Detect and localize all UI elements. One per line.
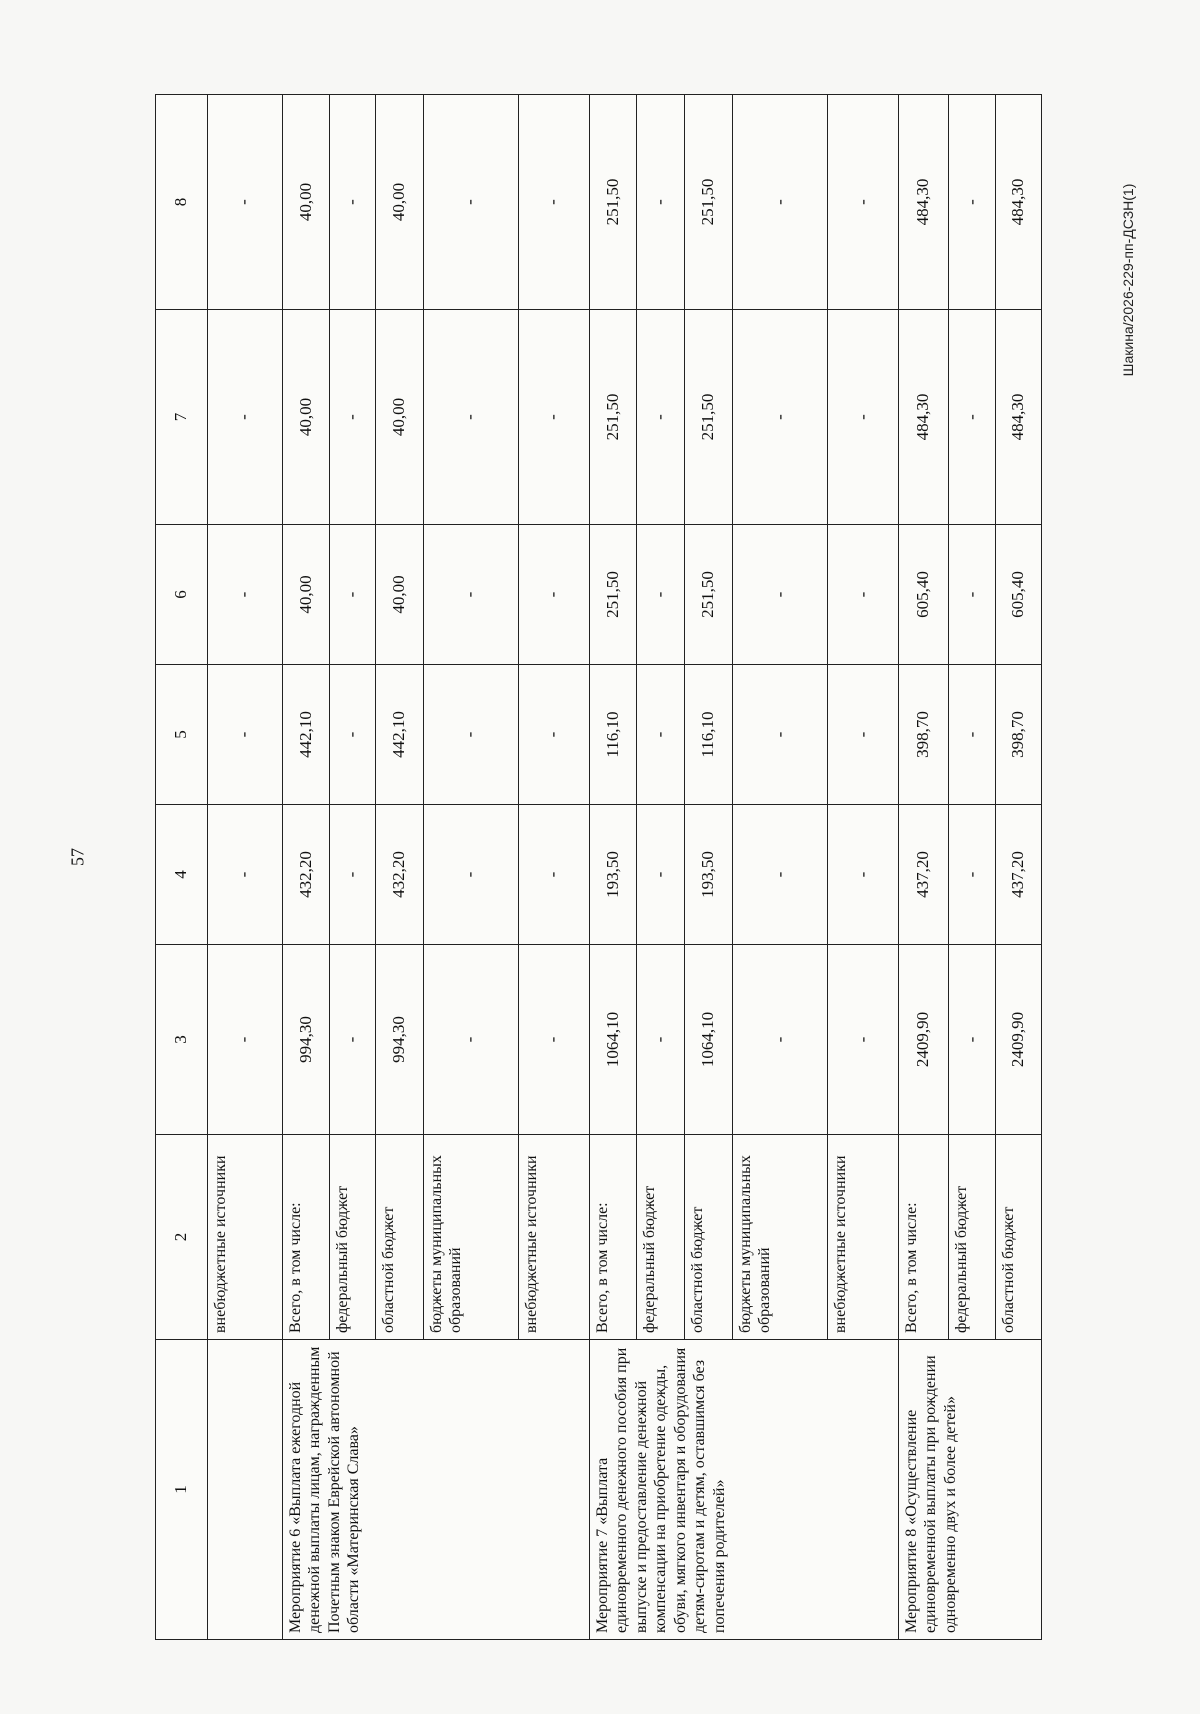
table-cell: - — [423, 95, 518, 310]
table-cell: - — [637, 945, 685, 1135]
table-cell: 484,30 — [898, 310, 948, 525]
table-cell: - — [732, 805, 827, 945]
table-row — [282, 95, 330, 1640]
table-cell: 251,50 — [685, 525, 733, 665]
table-cell: - — [519, 95, 590, 310]
table-cell: 40,00 — [282, 525, 330, 665]
table-cell: 994,30 — [375, 945, 423, 1135]
table-cell: 432,20 — [375, 805, 423, 945]
table-cell: 40,00 — [282, 95, 330, 310]
table-cell: - — [948, 805, 996, 945]
source-label: Всего, в том числе: — [282, 1135, 330, 1340]
measure-6-title: Мероприятие 6 «Выплата ежегодной денежной выплаты лицам, награжденным Почетным знаком Еврейской автономной области «Материнская Слава» — [282, 1340, 589, 1640]
table-cell: - — [207, 665, 282, 805]
table-cell: 251,50 — [589, 525, 637, 665]
rotated-table-container — [155, 95, 1042, 1640]
table-cell: 2409,90 — [996, 945, 1042, 1135]
source-label: областной бюджет — [996, 1135, 1042, 1340]
table-cell: - — [732, 945, 827, 1135]
table-cell: - — [828, 525, 899, 665]
table-cell: - — [207, 805, 282, 945]
source-label: бюджеты муниципальных образований — [423, 1135, 518, 1340]
table-cell: - — [330, 805, 376, 945]
table-cell: 994,30 — [282, 945, 330, 1135]
header-row — [156, 95, 208, 1640]
table-cell: - — [519, 945, 590, 1135]
table-cell: 40,00 — [375, 310, 423, 525]
table-cell: 40,00 — [375, 525, 423, 665]
table-cell: 432,20 — [282, 805, 330, 945]
source-label: областной бюджет — [685, 1135, 733, 1340]
budget-table — [155, 94, 1042, 1640]
source-label: Всего, в том числе: — [589, 1135, 637, 1340]
source-label: федеральный бюджет — [637, 1135, 685, 1340]
table-cell: - — [732, 665, 827, 805]
table-cell: - — [423, 945, 518, 1135]
source-label: Всего, в том числе: — [898, 1135, 948, 1340]
table-cell: 40,00 — [375, 95, 423, 310]
table-cell: - — [948, 95, 996, 310]
table-cell: - — [519, 805, 590, 945]
measure-7-title: Мероприятие 7 «Выплата единовременного денежного пособия при выпуске и предоставление денежной компенсации на приобретение одежды, обуви, мягкого инвентаря и оборудования детям-сиротам и детям, оставшимся без попечения родителей» — [589, 1340, 898, 1640]
table-cell: 605,40 — [898, 525, 948, 665]
table-cell: 193,50 — [685, 805, 733, 945]
table-cell: - — [330, 310, 376, 525]
table-cell: - — [423, 525, 518, 665]
column-header: 2 — [156, 1135, 208, 1340]
table-cell: - — [637, 665, 685, 805]
table-cell: 116,10 — [589, 665, 637, 805]
column-header: 7 — [156, 310, 208, 525]
source-label: федеральный бюджет — [330, 1135, 376, 1340]
page-number: 57 — [67, 848, 88, 866]
table-cell: - — [207, 945, 282, 1135]
column-header: 3 — [156, 945, 208, 1135]
table-row — [207, 95, 282, 1640]
table-cell: 116,10 — [685, 665, 733, 805]
table-cell: 1064,10 — [685, 945, 733, 1135]
table-cell: - — [423, 310, 518, 525]
table-cell: 484,30 — [996, 310, 1042, 525]
table-cell: 398,70 — [996, 665, 1042, 805]
table-cell: 251,50 — [685, 310, 733, 525]
column-header: 8 — [156, 95, 208, 310]
table-cell: - — [732, 95, 827, 310]
source-label: областной бюджет — [375, 1135, 423, 1340]
table-cell: 193,50 — [589, 805, 637, 945]
table-cell: 605,40 — [996, 525, 1042, 665]
source-label: внебюджетные источники — [828, 1135, 899, 1340]
table-cell: - — [330, 665, 376, 805]
table-cell: - — [423, 665, 518, 805]
table-cell: - — [423, 805, 518, 945]
table-cell: - — [828, 805, 899, 945]
table-cell: - — [519, 665, 590, 805]
table-cell: - — [637, 525, 685, 665]
table-row — [589, 95, 637, 1640]
column-header: 1 — [156, 1340, 208, 1640]
measure-8-title: Мероприятие 8 «Осуществление единовременной выплаты при рождении одновременно двух и более детей» — [898, 1340, 1041, 1640]
table-cell: 40,00 — [282, 310, 330, 525]
table-cell: - — [207, 525, 282, 665]
table-cell: - — [948, 525, 996, 665]
table-cell: - — [732, 310, 827, 525]
table-cell: - — [330, 945, 376, 1135]
table-cell: 437,20 — [996, 805, 1042, 945]
source-label: внебюджетные источники — [207, 1135, 282, 1340]
table-cell: - — [948, 310, 996, 525]
table-cell: - — [519, 525, 590, 665]
column-header: 5 — [156, 665, 208, 805]
document-footer-code: Шакина/2026-229-пп-ДСЗН(1) — [1120, 183, 1136, 377]
column-header: 4 — [156, 805, 208, 945]
table-cell: - — [828, 665, 899, 805]
table-cell: 251,50 — [589, 310, 637, 525]
table-cell: - — [637, 310, 685, 525]
table-cell: 1064,10 — [589, 945, 637, 1135]
table-cell: - — [948, 945, 996, 1135]
table-cell: - — [519, 310, 590, 525]
table-row — [898, 95, 948, 1640]
table-cell: 251,50 — [589, 95, 637, 310]
table-cell: 2409,90 — [898, 945, 948, 1135]
table-cell: - — [828, 310, 899, 525]
source-label: бюджеты муниципальных образований — [732, 1135, 827, 1340]
table-cell: 398,70 — [898, 665, 948, 805]
table-cell: - — [330, 95, 376, 310]
table-cell: - — [948, 665, 996, 805]
table-cell: 484,30 — [898, 95, 948, 310]
table-cell: - — [828, 945, 899, 1135]
source-label: внебюджетные источники — [519, 1135, 590, 1340]
table-cell: 442,10 — [375, 665, 423, 805]
table-cell: - — [207, 95, 282, 310]
table-cell — [207, 1340, 282, 1640]
source-label: федеральный бюджет — [948, 1135, 996, 1340]
table-cell: 251,50 — [685, 95, 733, 310]
table-cell: - — [637, 805, 685, 945]
table-cell: 442,10 — [282, 665, 330, 805]
table-cell: - — [637, 95, 685, 310]
table-cell: 484,30 — [996, 95, 1042, 310]
table-cell: - — [207, 310, 282, 525]
table-cell: - — [732, 525, 827, 665]
table-cell: - — [330, 525, 376, 665]
table-cell: 437,20 — [898, 805, 948, 945]
column-header: 6 — [156, 525, 208, 665]
table-cell: - — [828, 95, 899, 310]
